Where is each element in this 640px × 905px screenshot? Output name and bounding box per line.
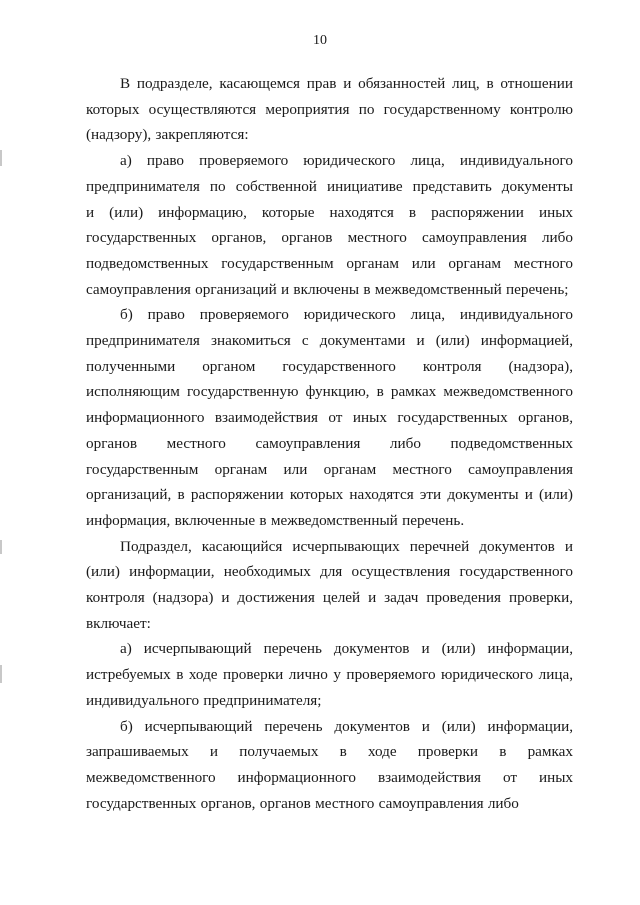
scan-edge-mark — [0, 665, 2, 683]
text-line: запрашиваемых и получаемых в ходе проверки в рамках — [86, 743, 573, 761]
text-line: Подраздел, касающийся исчерпывающих перечней документов и — [120, 537, 573, 555]
text-line: самоуправления организаций и включены в межведомственный перечень; — [86, 280, 569, 298]
document-body — [86, 71, 573, 816]
text-line: б) право проверяемого юридического лица, индивидуального — [120, 306, 573, 324]
text-line: истребуемых в ходе проверки лично у проверяемого юридического лица, — [86, 666, 573, 684]
text-line: органов местного самоуправления либо подведомственных — [86, 434, 573, 452]
text-line: организаций, в распоряжении которых находятся эти документы и (или) — [86, 486, 573, 504]
paragraph-rights-intro — [86, 71, 573, 148]
paragraph-documents-a — [86, 636, 573, 713]
text-line: межведомственного информационного взаимодействия от иных — [86, 768, 573, 786]
text-line: государственных органов, органов местного самоуправления либо — [86, 794, 519, 812]
text-line: полученными органом государственного контроля (надзора), — [86, 357, 573, 375]
paragraph-right-b — [86, 302, 573, 533]
text-line: а) исчерпывающий перечень документов и (или) информации, — [120, 640, 573, 658]
text-line: государственным органам или органам местного самоуправления — [86, 460, 573, 478]
text-line: В подразделе, касающемся прав и обязанностей лиц, в отношении — [120, 75, 573, 92]
text-line: информационного взаимодействия от иных государственных органов, — [86, 409, 573, 427]
text-line: (или) информации, необходимых для осуществления государственного — [86, 563, 573, 581]
text-line: индивидуального предпринимателя; — [86, 691, 322, 709]
text-line: и (или) информацию, которые находятся в распоряжении иных — [86, 203, 573, 221]
text-line: исполняющим государственную функцию, в рамках межведомственного — [86, 383, 573, 401]
text-line: предпринимателя по собственной инициативе представить документы — [86, 177, 573, 195]
text-line: (надзору), закрепляются: — [86, 126, 249, 144]
text-line: которых осуществляются мероприятия по государственному контролю — [86, 100, 573, 118]
text-line: информация, включенные в межведомственный перечень. — [86, 511, 465, 529]
text-line: предпринимателя знакомиться с документами и (или) информацией, — [86, 332, 573, 350]
text-line: контроля (надзора) и достижения целей и задач проведения проверки, — [86, 589, 573, 607]
paragraph-right-a — [86, 148, 573, 302]
text-line: включает: — [86, 614, 151, 632]
text-line: б) исчерпывающий перечень документов и (или) информации, — [120, 717, 573, 735]
scan-edge-mark — [0, 150, 2, 166]
paragraph-documents-intro — [86, 534, 573, 637]
text-line: государственных органов, органов местного самоуправления либо — [86, 229, 573, 247]
text-line: а) право проверяемого юридического лица, индивидуального — [120, 152, 573, 170]
scan-edge-mark — [0, 540, 2, 554]
paragraph-documents-b — [86, 714, 573, 817]
page-number: 10 — [313, 33, 327, 48]
text-line: подведомственных государственным органам или органам местного — [86, 254, 573, 272]
